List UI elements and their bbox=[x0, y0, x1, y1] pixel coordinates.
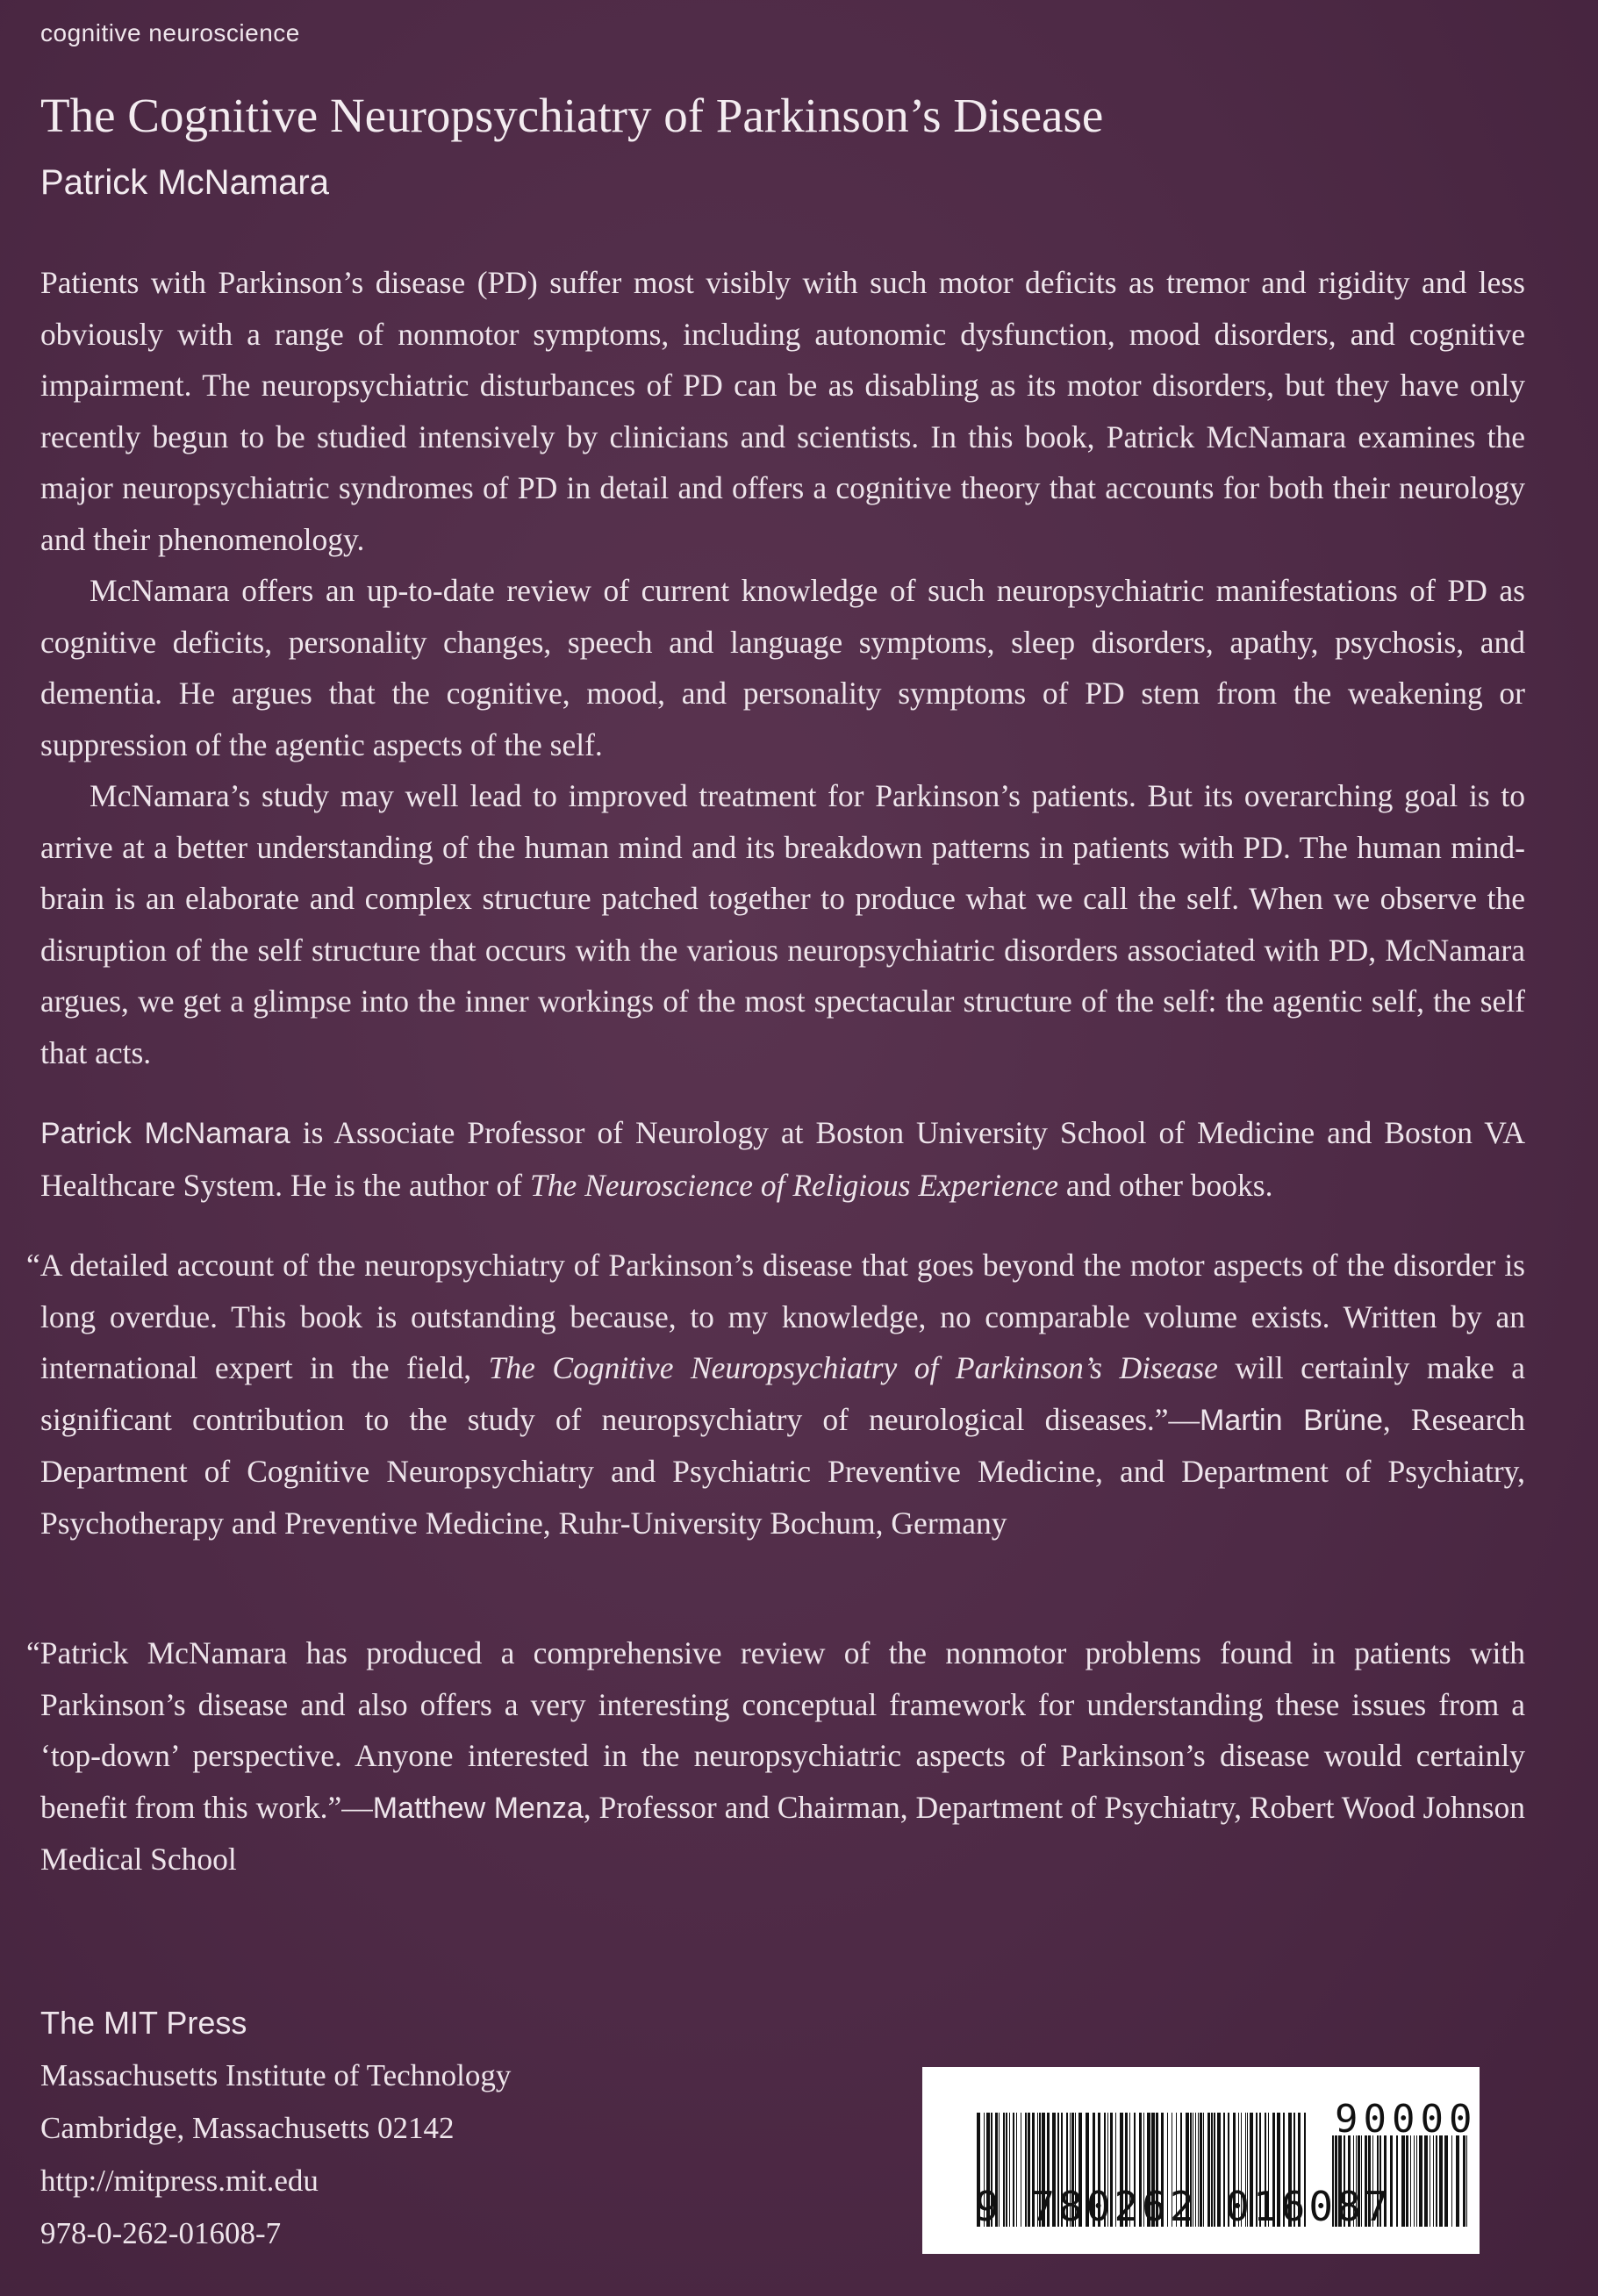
barcode-bar bbox=[1436, 2135, 1437, 2227]
bio-book-title: The Neuroscience of Religious Experience bbox=[529, 1167, 1058, 1203]
description-paragraph-3: McNamara’s study may well lead to improved treatment for Parkinson’s patients. But its overarching goal is to arrive at a better understanding of the human mind and its breakdown patterns in patients with PD. The human mind-brain is an elaborate and complex structure patched together to produce what we call the self. When we observe the disruption of the self structure that occurs with the various neuropsychiatric disorders associated with PD, McNamara argues, we get a glimpse into the inner workings of the most spectacular structure of the self: the agentic self, the self that acts. bbox=[40, 778, 1525, 1070]
description-paragraph-1: Patients with Parkinson’s disease (PD) suffer most visibly with such motor deficits as tremor and rigidity and less obviously with a range of nonmotor symptoms, including autonomic dysfunction, mood disorders, and cognitive impairment. The neuropsychiatric disturbances of PD can be as disabling as its motor disorders, but they have only recently begun to be studied intensively by clinicians and scientists. In this book, Patrick McNamara examines the major neuropsychiatric syndromes of PD in detail and offers a cognitive theory that accounts for both their neurology and their phenomenology. bbox=[40, 265, 1525, 557]
barcode-bar bbox=[1424, 2135, 1428, 2227]
publisher-name: The MIT Press bbox=[40, 2005, 247, 2041]
quote-2-attribution-name: Matthew Menza bbox=[372, 1791, 584, 1825]
barcode-bar bbox=[1406, 2135, 1408, 2227]
description bbox=[40, 257, 1525, 1078]
quote-1-text-a: “A detailed account of the neuropsychiatry of Parkinson’s disease that goes beyond the motor aspects of the disorder is long overdue. This book is outstanding because, to my knowledge, no comparable volume exists. Written by an international expert in the field, bbox=[26, 1248, 1525, 1385]
barcode-bar bbox=[1451, 2135, 1452, 2227]
quote-1-attribution-rest: , Research Department of Cognitive Neuropsychiatry and Psychiatric Preventive Medicine, and Department of Psychiatry, Psychotherapy and Preventive Medicine, Ruhr-University Bochum, Germany bbox=[40, 1401, 1525, 1541]
bio-author-name: Patrick McNamara bbox=[40, 1117, 290, 1150]
publisher-isbn: 978-0-262-01608-7 bbox=[40, 2216, 282, 2250]
description-paragraph-2: McNamara offers an up-to-date review of current knowledge of such neuropsychiatric manifestations of PD as cognitive deficits, personality changes, speech and language symptoms, sleep disorders, apathy, psychosis, and dementia. He argues that the cognitive, mood, and personality symptoms of PD stem from the weakening or suppression of the agentic aspects of the self. bbox=[40, 573, 1525, 762]
quote-2-attribution-rest: , Professor and Chairman, Department of Psychiatry, Robert Wood Johnson Medical School bbox=[40, 1789, 1525, 1877]
barcode-bar bbox=[1414, 2135, 1415, 2227]
barcode-bar bbox=[1466, 2135, 1467, 2227]
barcode-bar bbox=[1439, 2135, 1443, 2227]
barcode-bar bbox=[1433, 2135, 1434, 2227]
barcode-bar bbox=[1456, 2135, 1459, 2227]
barcode-bar bbox=[1444, 2135, 1448, 2227]
barcode-bar bbox=[1401, 2135, 1405, 2227]
quote-1-attribution-name: Martin Brüne bbox=[1200, 1403, 1383, 1437]
barcode-bar bbox=[1419, 2135, 1422, 2227]
bio-text-2: and other books. bbox=[1057, 1167, 1273, 1203]
publisher-line-2: Cambridge, Massachusetts 02142 bbox=[40, 2111, 455, 2145]
quote-2-text-a: “Patrick McNamara has produced a comprehensive review of the nonmotor problems found in patients with Parkinson’s disease and also offers a very interesting conceptual framework for understanding these issues from a ‘top-down’ perspective. Anyone interested in the neuropsychiatric aspects of Parkinson’s disease would certainly benefit from this work.”— bbox=[26, 1635, 1525, 1825]
publisher-line-1: Massachusetts Institute of Technology bbox=[40, 2058, 512, 2092]
endorsement-quote-1 bbox=[26, 1240, 1525, 1549]
quote-1-italic-title: The Cognitive Neuropsychiatry of Parkinson’s Disease bbox=[488, 1350, 1218, 1385]
barcode-bar bbox=[1463, 2135, 1465, 2227]
barcode-addon-digits: 90000 bbox=[1335, 2097, 1478, 2142]
author-bio bbox=[40, 1107, 1525, 1211]
publisher-url: http://mitpress.mit.edu bbox=[40, 2164, 319, 2198]
barcode-bar bbox=[1396, 2135, 1398, 2227]
endorsement-quote-2 bbox=[26, 1627, 1525, 1885]
series-label: cognitive neuroscience bbox=[40, 19, 300, 46]
quote-1-text-b: will certainly make a significant contribution to the study of neuropsychiatry of neurological diseases.”— bbox=[40, 1350, 1525, 1437]
barcode-bar bbox=[1416, 2135, 1417, 2227]
book-title: The Cognitive Neuropsychiatry of Parkinson’s Disease bbox=[40, 89, 1104, 142]
bio-text-1: is Associate Professor of Neurology at Boston University School of Medicine and Boston VA Healthcare System. He is the author of bbox=[40, 1115, 1525, 1203]
barcode-bar bbox=[1410, 2135, 1411, 2227]
barcode-digits: 9 780262 016087 bbox=[975, 2183, 1393, 2230]
author-name: Patrick McNamara bbox=[40, 163, 329, 202]
barcode bbox=[922, 2067, 1480, 2254]
publisher-block bbox=[40, 1997, 511, 2260]
